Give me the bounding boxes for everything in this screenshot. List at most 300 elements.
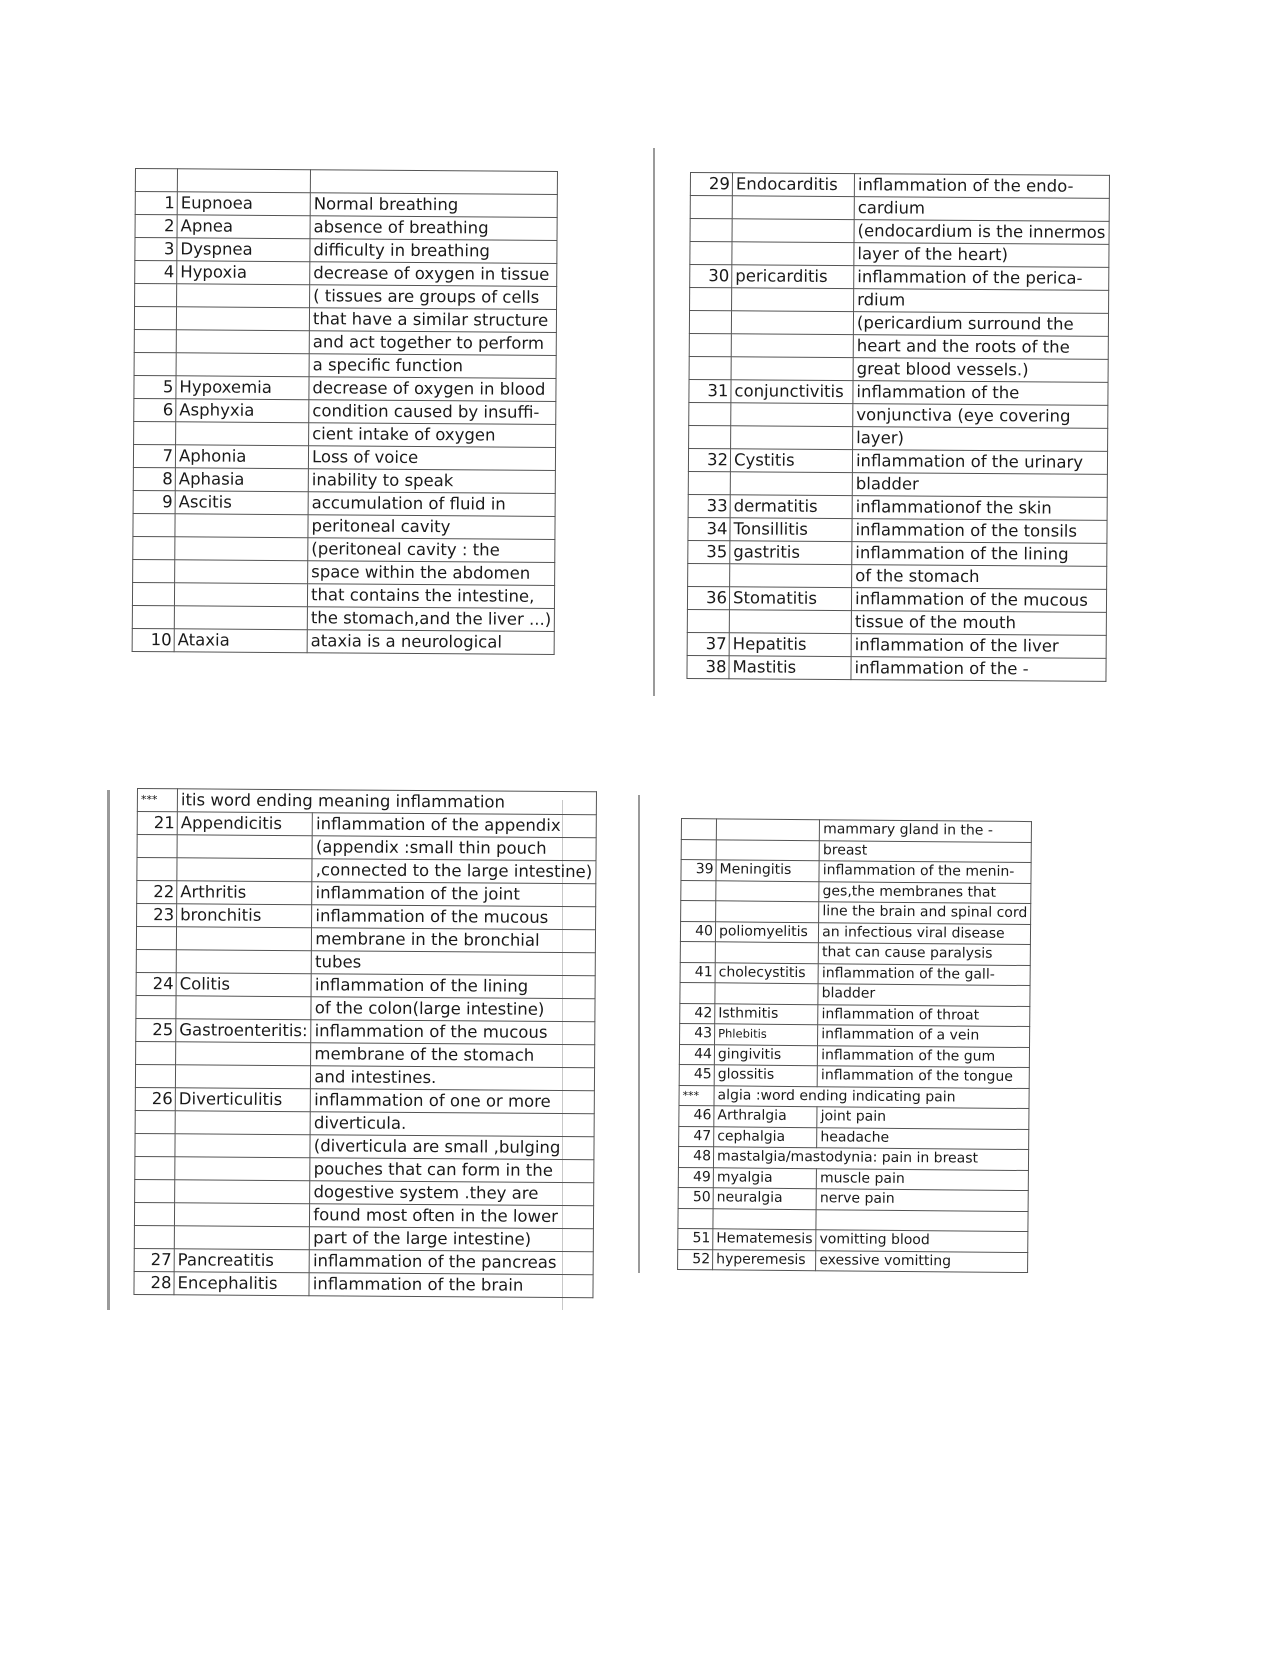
term: poliomyelitis [715,921,818,942]
table-row [678,1146,1028,1170]
term [175,514,308,538]
table-row [678,1249,1028,1273]
term: cephalgia [714,1126,817,1147]
term [731,426,853,450]
table-row [689,311,1108,337]
row-number: 2 [135,215,177,238]
term [176,927,311,951]
definition: that contains the intestine, [307,584,554,609]
definition: (appendix :small thin pouch [312,836,596,861]
header-text: algia :word ending indicating pain [714,1085,1029,1108]
term: Appendicitis [177,812,312,836]
table-row [680,921,1030,945]
table-row [679,1044,1029,1068]
vocab-sheet-inflammation-a [686,172,1109,682]
table-row [687,632,1106,658]
scan-edge-bottom-left [107,790,110,1310]
table-row [680,1003,1030,1027]
definition: inflammation of the - [851,657,1106,682]
table-row [133,467,555,493]
definition: vonjunctiva (eye covering [853,404,1108,429]
term: cholecystitis [715,962,818,983]
definition: muscle pain [816,1168,1028,1190]
term [731,403,853,427]
definition: difficulty in breathing [310,239,557,264]
term: Tonsillitis [730,518,852,542]
term: Stomatitis [729,587,851,611]
row-number [136,927,176,950]
table-row [688,471,1107,497]
definition: bladder [818,984,1030,1006]
term: gastritis [730,541,852,565]
definition: joint pain [817,1107,1029,1129]
definition: inflammation of the tonsils [852,519,1107,544]
row-number: 23 [137,904,177,927]
row-number [135,1110,175,1133]
row-number: 21 [137,812,177,835]
row-number [689,425,731,448]
table-row [137,835,596,861]
definition: inflammation of the pancreas [309,1250,593,1275]
definition: inflammation of the perica- [854,266,1109,291]
scan-edge-top-right [653,148,655,696]
definition: great blood vessels.) [853,358,1108,383]
definition: space within the abdomen [308,561,555,586]
term [177,169,310,193]
term [176,353,309,377]
definition: (peritoneal cavity : the [308,538,555,563]
table-row [136,1041,595,1067]
row-number [136,1041,176,1064]
definition: accumulation of fluid in [308,492,555,517]
row-number: 3 [135,238,177,261]
term: glossitis [714,1065,817,1086]
term [175,1134,310,1158]
row-number: 47 [679,1126,714,1147]
table-row [134,1202,593,1228]
table-row [133,536,555,562]
table-row [135,1179,594,1205]
row-number: 24 [136,972,176,995]
term [176,330,309,354]
term [174,583,307,607]
table-row [679,1064,1029,1088]
term [713,1208,816,1229]
row-number: 32 [688,448,730,471]
table-row [133,559,555,585]
definition: ges,the membranes that [819,881,1031,903]
row-number [134,352,176,375]
term: Hepatitis [729,633,851,657]
definition: pouches that can form in the [310,1158,594,1183]
table-row [689,425,1108,451]
table-row [690,288,1109,314]
definition: diverticula. [310,1112,594,1137]
definition: ataxia is a neurological [307,630,554,655]
definition: an infectious viral disease [819,922,1031,944]
row-number: 48 [678,1146,713,1167]
definition: inflammation of throat [818,1004,1030,1026]
table-row [133,444,555,470]
term: gingivitis [714,1044,817,1065]
term [716,819,819,840]
term: conjunctivitis [731,380,853,404]
vocab-table [677,818,1032,1273]
definition: inflammation of the gall- [818,963,1030,985]
row-number: 33 [688,494,730,517]
term [175,1180,310,1204]
definition: inflammation of one or more [311,1089,595,1114]
table-row [136,1018,595,1044]
table-row [132,628,554,654]
table-row [687,655,1106,681]
vocab-sheet-itis [133,788,596,1298]
definition: breast [819,840,1031,862]
table-row [136,995,595,1021]
definition: inflammation of the endo- [854,174,1109,199]
row-number: 50 [678,1187,713,1208]
table-row [134,375,556,401]
definition: inflammation of the mucous [312,905,596,930]
definition: part of the large intestine) [310,1227,594,1252]
table-row [690,242,1109,268]
term [175,1065,310,1089]
row-number [132,605,174,628]
row-number: 31 [689,379,731,402]
table-row [135,169,557,195]
row-number [681,880,716,901]
term [730,472,852,496]
definition: (endocardium is the innermos [854,220,1109,245]
row-number [137,835,177,858]
term [174,1203,309,1227]
term: Aphasia [175,468,308,492]
table-row [136,927,595,953]
row-number: 9 [133,490,175,513]
table-row [134,1225,593,1251]
row-number: 35 [688,540,730,563]
term: Cystitis [730,449,852,473]
row-number [134,307,176,330]
row-number: 29 [690,173,732,196]
table-row [678,1187,1028,1211]
table-row [689,356,1108,382]
table-row [688,494,1107,520]
row-number [133,536,175,559]
table-row [687,609,1106,635]
definition: inflammation of the joint [312,882,596,907]
definition: nerve pain [816,1189,1028,1211]
definition: (diverticula are small ,bulging [310,1135,594,1160]
table-row [689,402,1108,428]
table-header-row [679,1085,1029,1109]
term [176,1042,311,1066]
row-number [134,1202,174,1225]
row-number: 49 [678,1167,713,1188]
table-row [137,904,596,930]
term [176,422,309,446]
term: bronchitis [177,904,312,928]
row-number [681,819,716,840]
definition: inability to speak [308,469,555,494]
term [174,606,307,630]
row-number: 8 [133,467,175,490]
definition: inflammation of the menin- [819,861,1031,883]
definition: inflammation of the mucous [851,588,1106,613]
row-number: 43 [680,1023,715,1044]
row-number: 51 [678,1228,713,1249]
header-text: itis word ending meaning inflammation [177,789,596,815]
term [716,839,819,860]
definition: cardium [854,197,1109,222]
table-row [135,284,557,310]
row-number [133,513,175,536]
row-number [136,995,176,1018]
table-row [136,949,595,975]
term: Eupnoea [177,192,310,216]
term: Arthritis [177,881,312,905]
definition: a specific function [309,354,556,379]
term: Diverticulitis [175,1088,310,1112]
term [174,1226,309,1250]
row-number: 26 [135,1087,175,1110]
table-row [135,192,557,218]
table-row [689,333,1108,359]
term [732,219,854,243]
definition: peritoneal cavity [308,515,555,540]
row-number: 5 [134,375,176,398]
table-row [690,219,1109,245]
row-number: 34 [688,517,730,540]
term [732,288,854,312]
row-number [135,284,177,307]
row-number: 36 [687,586,729,609]
term: Phlebitis [715,1024,818,1045]
row-number [135,1179,175,1202]
table-row [137,858,596,884]
row-number: 44 [679,1044,714,1065]
row-number [680,982,715,1003]
term: Endocarditis [732,173,854,197]
table-row [137,812,596,838]
row-number [134,329,176,352]
definition [816,1209,1028,1231]
term [175,1111,310,1135]
term [729,610,851,634]
term: neuralgia [713,1188,816,1209]
table-row [134,307,556,333]
definition: ,connected to the large intestine) [312,859,596,884]
term: Hypoxemia [176,376,309,400]
definition: Loss of voice [308,446,555,471]
term: myalgia [713,1167,816,1188]
definition: line the brain and spinal cord [819,902,1031,924]
table-row [690,265,1109,291]
term [176,996,311,1020]
term: Meningitis [716,860,819,881]
term: pericarditis [732,265,854,289]
definition: decrease of oxygen in tissue [310,262,557,287]
term [732,196,854,220]
row-number [680,941,715,962]
definition: inflammationof the skin [852,496,1107,521]
definition: (pericardium surround the [853,312,1108,337]
term: Mastitis [729,656,851,680]
definition: inflammation of the mucous [311,1020,595,1045]
term [175,1157,310,1181]
table-row [134,1248,593,1274]
term [715,983,818,1004]
definition: bladder [852,473,1107,498]
row-number [135,1133,175,1156]
table-row [135,1133,594,1159]
vocab-sheet-breathing [132,168,559,655]
table-row [135,1156,594,1182]
definition: mammary gland in the - [820,820,1032,842]
term: Arthralgia [714,1106,817,1127]
term [731,357,853,381]
definition: heart and the roots of the [853,335,1108,360]
term: Isthmitis [715,1003,818,1024]
term [176,950,311,974]
row-number [136,949,176,972]
table-row [134,1271,593,1297]
table-row [678,1228,1028,1252]
definition: inflammation of the appendix [312,813,596,838]
term: hyperemesis [713,1249,816,1270]
term [177,284,310,308]
row-number [681,839,716,860]
row-number [133,559,175,582]
table-row [132,582,554,608]
table-row [135,1064,594,1090]
table-row [679,1105,1029,1129]
term [732,242,854,266]
table-row [689,379,1108,405]
definition: layer) [853,427,1108,452]
row-number: 10 [132,628,174,651]
term: Encephalitis [174,1272,309,1296]
row-number: 25 [136,1018,176,1041]
table-row [688,563,1107,589]
header-marker: *** [137,789,177,812]
table-row [688,448,1107,474]
row-number: 27 [134,1248,174,1271]
definition: cient intake of oxygen [309,423,556,448]
term [731,334,853,358]
scan-edge-bottom-right [638,795,640,1273]
table-row [687,586,1106,612]
definition: found most often in the lower [310,1204,594,1229]
term [730,564,852,588]
table-row [134,421,556,447]
row-number [678,1208,713,1229]
table-row [135,1110,594,1136]
row-number [689,311,731,334]
row-number [687,609,729,632]
row-number [137,858,177,881]
term [175,537,308,561]
term [716,901,819,922]
table-row [688,540,1107,566]
row-number: 1 [135,192,177,215]
row-number [688,471,730,494]
term: Hypoxia [177,261,310,285]
definition: inflammation of the lining [311,974,595,999]
definition: inflammation of the tongue [817,1066,1029,1088]
definition: and act together to perform [309,331,556,356]
row-number: 46 [679,1105,714,1126]
row-number [689,333,731,356]
term: Apnea [177,215,310,239]
definition: absence of breathing [310,216,557,241]
term: Ataxia [174,629,307,653]
definition: vomitting blood [816,1230,1028,1252]
term: Hematemesis [713,1229,816,1250]
term: dermatitis [730,495,852,519]
row-number [135,1156,175,1179]
definition: Normal breathing [310,193,557,218]
definition: tissue of the mouth [851,611,1106,636]
term: Gastroenteritis: [176,1019,311,1043]
row-number [688,563,730,586]
row-number: 40 [680,921,715,942]
term: Ascitis [175,491,308,515]
definition: condition caused by insuffi- [309,400,556,425]
definition: inflammation of the lining [852,542,1107,567]
table-row [680,962,1030,986]
row-number: 22 [137,881,177,904]
table-row [134,398,556,424]
table-row [690,173,1109,199]
definition: ( tissues are groups of cells [310,285,557,310]
vocab-table [133,788,596,1298]
table-row [690,196,1109,222]
definition: headache [817,1127,1029,1149]
term: Asphyxia [176,399,309,423]
table-row [133,490,555,516]
definition: the stomach,and the liver ...) [307,607,554,632]
term [716,880,819,901]
row-number: 7 [133,444,175,467]
term-definition: mastalgia/mastodynia: pain in breast [713,1147,1028,1170]
definition: membrane of the stomach [311,1043,595,1068]
row-number: 45 [679,1064,714,1085]
table-row [135,215,557,241]
term [731,311,853,335]
row-number [134,1225,174,1248]
term: Pancreatitis [174,1249,309,1273]
definition: inflammation of the liver [851,634,1106,659]
table-row [679,1126,1029,1150]
table-row [134,329,556,355]
row-number: 28 [134,1271,174,1294]
row-number [135,169,177,192]
definition: membrane in the bronchial [312,928,596,953]
definition: exessive vomitting [816,1250,1028,1272]
row-number: 38 [687,655,729,678]
table-row [688,517,1107,543]
definition: inflammation of the urinary [852,450,1107,475]
row-number [135,1064,175,1087]
table-row [681,860,1031,884]
definition: inflammation of the brain [309,1273,593,1298]
row-number [690,242,732,265]
row-number [132,582,174,605]
term [175,560,308,584]
row-number: 39 [681,860,716,881]
definition [310,170,557,195]
